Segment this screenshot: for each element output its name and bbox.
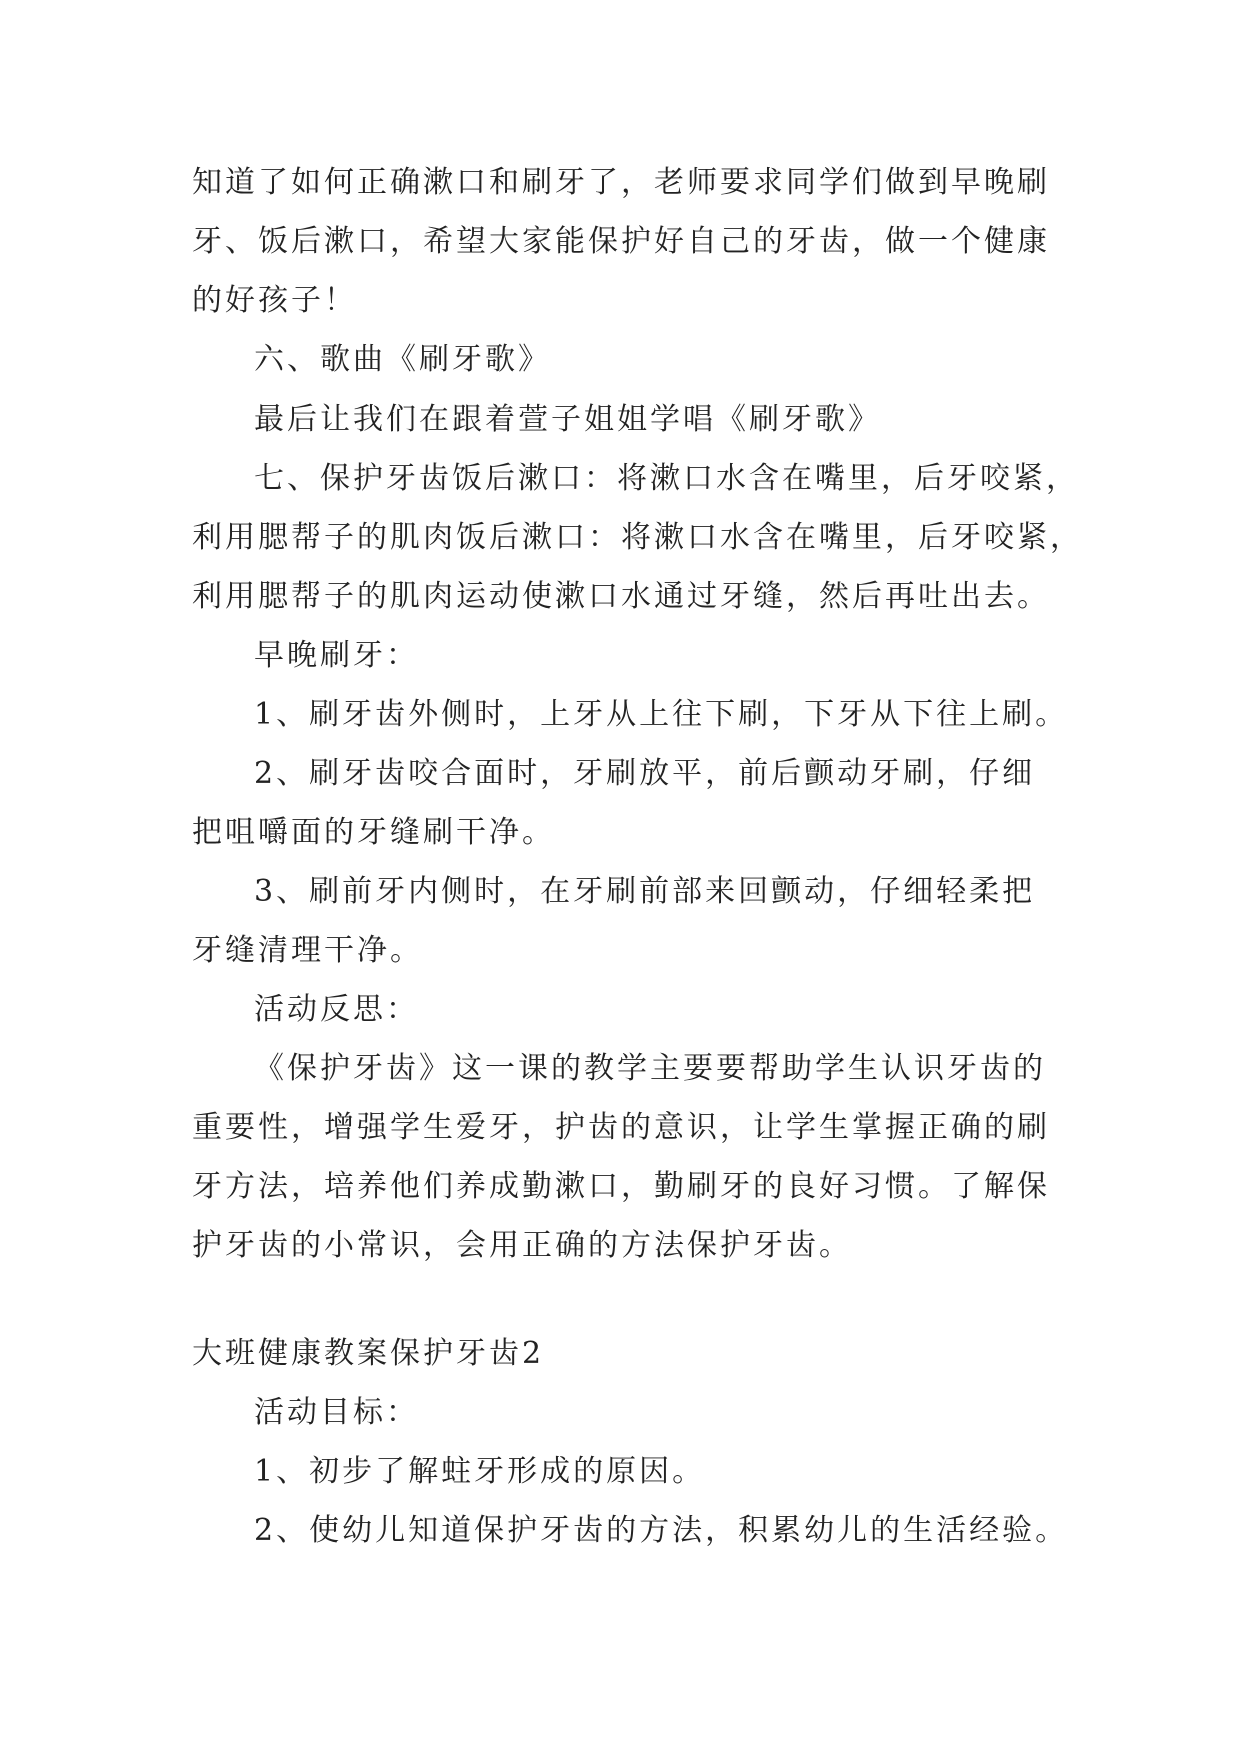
document-heading: 大班健康教案保护牙齿2 [192, 1336, 545, 1371]
text-line: 活动反思： [254, 992, 419, 1027]
text-line: 牙方法，培养他们养成勤漱口，勤刷牙的良好习惯。了解保 [192, 1169, 1050, 1204]
text-line: 知道了如何正确漱口和刷牙了，老师要求同学们做到早晚刷 [192, 165, 1050, 200]
text-line: 《保护牙齿》这一课的教学主要要帮助学生认识牙齿的 [254, 1051, 1046, 1086]
text-line: 牙缝清理干净。 [192, 933, 423, 968]
list-item: 1、刷牙齿外侧时，上牙从上往下刷，下牙从下往上刷。 [254, 697, 1069, 732]
text-line: 的好孩子！ [192, 283, 357, 318]
text-line: 牙、饭后漱口，希望大家能保护好自己的牙齿，做一个健康 [192, 224, 1050, 259]
section-heading: 六、歌曲《刷牙歌》 [254, 342, 551, 377]
list-item: 3、刷前牙内侧时，在牙刷前部来回颤动，仔细轻柔把 [254, 874, 1036, 909]
section-heading: 七、保护牙齿饭后漱口：将漱口水含在嘴里，后牙咬紧， [254, 461, 1079, 496]
text-line: 重要性，增强学生爱牙，护齿的意识，让学生掌握正确的刷 [192, 1110, 1050, 1145]
text-line: 早晚刷牙： [254, 638, 419, 673]
list-item: 1、初步了解蛀牙形成的原因。 [254, 1454, 706, 1489]
text-line: 最后让我们在跟着萱子姐姐学唱《刷牙歌》 [254, 402, 881, 437]
text-line: 活动目标： [254, 1395, 419, 1430]
text-line: 护牙齿的小常识，会用正确的方法保护牙齿。 [192, 1228, 852, 1263]
text-line: 利用腮帮子的肌肉运动使漱口水通过牙缝，然后再吐出去。 [192, 579, 1050, 614]
text-line: 利用腮帮子的肌肉饭后漱口：将漱口水含在嘴里，后牙咬紧， [192, 520, 1083, 555]
list-item: 2、刷牙齿咬合面时，牙刷放平，前后颤动牙刷，仔细 [254, 756, 1036, 791]
list-item: 2、使幼儿知道保护牙齿的方法，积累幼儿的生活经验。 [254, 1513, 1069, 1548]
text-line: 把咀嚼面的牙缝刷干净。 [192, 815, 555, 850]
